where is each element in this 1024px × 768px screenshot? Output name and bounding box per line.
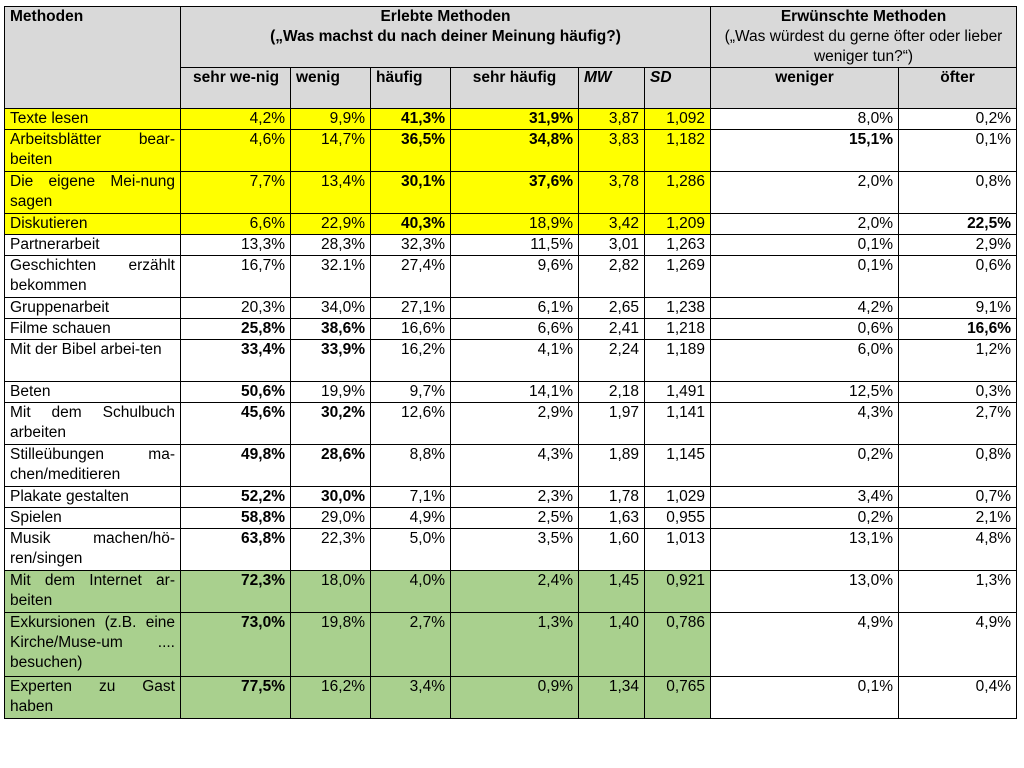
cell-sehr-haeufig: 0,9% [451,677,579,719]
cell-mw: 1,60 [579,529,645,571]
cell-wenig: 16,2% [291,677,371,719]
methods-table-container [4,6,1016,764]
row-label: Mit dem Schulbuch arbeiten [5,403,181,445]
cell-wenig: 14,7% [291,130,371,172]
cell-wenig: 33,9% [291,340,371,382]
row-label: Beten [5,382,181,403]
table-row [5,109,1017,130]
table-row [5,235,1017,256]
cell-haeufig: 32,3% [371,235,451,256]
cell-wenig: 34,0% [291,298,371,319]
row-label: Texte lesen [5,109,181,130]
cell-mw: 1,45 [579,571,645,613]
cell-wenig: 22,9% [291,214,371,235]
cell-weniger: 12,5% [711,382,899,403]
cell-oefter: 0,7% [899,487,1017,508]
cell-oefter: 22,5% [899,214,1017,235]
cell-mw: 2,41 [579,319,645,340]
col-header-haeufig: häufig [371,68,451,109]
col-header-sehr-wenig: sehr we-nig [181,68,291,109]
cell-wenig: 30,2% [291,403,371,445]
row-label: Stilleübungen ma-chen/meditieren [5,445,181,487]
cell-haeufig: 12,6% [371,403,451,445]
cell-sehr-haeufig: 2,5% [451,508,579,529]
cell-oefter: 2,9% [899,235,1017,256]
cell-wenig: 19,8% [291,613,371,677]
cell-mw: 2,65 [579,298,645,319]
cell-weniger: 6,0% [711,340,899,382]
cell-weniger: 0,1% [711,235,899,256]
cell-sehr-haeufig: 6,1% [451,298,579,319]
cell-sd: 0,765 [645,677,711,719]
cell-mw: 1,40 [579,613,645,677]
cell-sehr-wenig: 63,8% [181,529,291,571]
cell-sd: 1,189 [645,340,711,382]
cell-wenig: 38,6% [291,319,371,340]
cell-haeufig: 5,0% [371,529,451,571]
cell-weniger: 0,1% [711,677,899,719]
row-label: Filme schauen [5,319,181,340]
cell-sehr-wenig: 33,4% [181,340,291,382]
row-label: Plakate gestalten [5,487,181,508]
cell-weniger: 8,0% [711,109,899,130]
row-label: Spielen [5,508,181,529]
cell-mw: 3,42 [579,214,645,235]
cell-sehr-haeufig: 31,9% [451,109,579,130]
erlebte-title: Erlebte Methoden [380,8,511,25]
cell-sd: 1,269 [645,256,711,298]
cell-oefter: 0,4% [899,677,1017,719]
cell-weniger: 0,6% [711,319,899,340]
header-methoden: Methoden [5,7,181,109]
col-header-oefter: öfter [899,68,1017,109]
cell-sehr-wenig: 77,5% [181,677,291,719]
cell-oefter: 4,8% [899,529,1017,571]
cell-sehr-wenig: 16,7% [181,256,291,298]
table-row [5,130,1017,172]
cell-oefter: 2,7% [899,403,1017,445]
col-header-weniger: weniger [711,68,899,109]
cell-wenig: 28,3% [291,235,371,256]
cell-oefter: 0,3% [899,382,1017,403]
cell-wenig: 28,6% [291,445,371,487]
cell-wenig: 29,0% [291,508,371,529]
table-row [5,613,1017,677]
table-row [5,256,1017,298]
cell-sd: 0,955 [645,508,711,529]
cell-mw: 3,83 [579,130,645,172]
cell-oefter: 0,6% [899,256,1017,298]
cell-wenig: 9,9% [291,109,371,130]
cell-weniger: 2,0% [711,172,899,214]
cell-sd: 1,238 [645,298,711,319]
cell-oefter: 4,9% [899,613,1017,677]
cell-haeufig: 41,3% [371,109,451,130]
cell-mw: 1,34 [579,677,645,719]
table-row [5,677,1017,719]
cell-haeufig: 16,2% [371,340,451,382]
cell-sehr-haeufig: 9,6% [451,256,579,298]
table-row [5,319,1017,340]
cell-sehr-wenig: 4,6% [181,130,291,172]
row-label: Arbeitsblätter bear-beiten [5,130,181,172]
table-row [5,445,1017,487]
erwuenschte-title: Erwünschte Methoden [780,8,947,25]
cell-weniger: 3,4% [711,487,899,508]
cell-sehr-haeufig: 11,5% [451,235,579,256]
cell-oefter: 0,8% [899,445,1017,487]
cell-sd: 1,029 [645,487,711,508]
cell-haeufig: 27,1% [371,298,451,319]
cell-haeufig: 30,1% [371,172,451,214]
cell-haeufig: 40,3% [371,214,451,235]
cell-sehr-wenig: 25,8% [181,319,291,340]
table-row [5,214,1017,235]
cell-sehr-haeufig: 37,6% [451,172,579,214]
cell-mw: 3,01 [579,235,645,256]
col-header-sehr-haeufig: sehr häufig [451,68,579,109]
cell-wenig: 18,0% [291,571,371,613]
cell-weniger: 0,2% [711,508,899,529]
cell-haeufig: 2,7% [371,613,451,677]
cell-mw: 2,24 [579,340,645,382]
cell-mw: 1,63 [579,508,645,529]
cell-sehr-haeufig: 18,9% [451,214,579,235]
cell-sehr-haeufig: 1,3% [451,613,579,677]
cell-weniger: 4,9% [711,613,899,677]
cell-weniger: 2,0% [711,214,899,235]
cell-oefter: 0,1% [899,130,1017,172]
cell-sehr-haeufig: 4,3% [451,445,579,487]
table-row [5,529,1017,571]
cell-haeufig: 4,0% [371,571,451,613]
cell-weniger: 15,1% [711,130,899,172]
cell-mw: 3,87 [579,109,645,130]
cell-wenig: 32.1% [291,256,371,298]
cell-haeufig: 8,8% [371,445,451,487]
row-label: Geschichten erzählt bekommen [5,256,181,298]
row-label: Die eigene Mei-nung sagen [5,172,181,214]
cell-mw: 3,78 [579,172,645,214]
cell-mw: 1,89 [579,445,645,487]
header-erlebte-methoden [181,7,711,68]
row-label: Partnerarbeit [5,235,181,256]
row-label: Diskutieren [5,214,181,235]
erlebte-question: („Was machst du nach deiner Meinung häufig?) [270,28,621,45]
erwuenschte-question: („Was würdest du gerne öfter oder lieber weniger tun?“) [724,28,1003,65]
cell-sehr-wenig: 52,2% [181,487,291,508]
cell-oefter: 2,1% [899,508,1017,529]
cell-sehr-wenig: 7,7% [181,172,291,214]
cell-sehr-haeufig: 2,9% [451,403,579,445]
cell-sehr-haeufig: 4,1% [451,340,579,382]
row-label: Experten zu Gast haben [5,677,181,719]
cell-sd: 0,786 [645,613,711,677]
table-row [5,340,1017,382]
cell-weniger: 0,1% [711,256,899,298]
cell-sehr-wenig: 49,8% [181,445,291,487]
row-label: Mit dem Internet ar-beiten [5,571,181,613]
col-header-sd: SD [645,68,711,109]
cell-weniger: 0,2% [711,445,899,487]
cell-sd: 1,491 [645,382,711,403]
cell-sehr-wenig: 58,8% [181,508,291,529]
cell-sehr-haeufig: 34,8% [451,130,579,172]
table-row [5,382,1017,403]
cell-sehr-haeufig: 2,4% [451,571,579,613]
row-label: Gruppenarbeit [5,298,181,319]
cell-wenig: 13,4% [291,172,371,214]
cell-oefter: 0,8% [899,172,1017,214]
row-label: Mit der Bibel arbei-ten [5,340,181,382]
cell-oefter: 0,2% [899,109,1017,130]
table-row [5,571,1017,613]
col-header-mw: MW [579,68,645,109]
table-row [5,298,1017,319]
table-body [5,109,1017,719]
methods-table [4,6,1017,719]
cell-weniger: 4,2% [711,298,899,319]
cell-haeufig: 4,9% [371,508,451,529]
cell-sd: 1,182 [645,130,711,172]
cell-sehr-wenig: 20,3% [181,298,291,319]
cell-sehr-wenig: 72,3% [181,571,291,613]
cell-sd: 1,145 [645,445,711,487]
cell-sehr-wenig: 6,6% [181,214,291,235]
row-label: Exkursionen (z.B. eine Kirche/Muse-um .... besuchen) [5,613,181,677]
cell-weniger: 4,3% [711,403,899,445]
cell-mw: 2,18 [579,382,645,403]
header-erwuenschte-methoden [711,7,1017,68]
cell-mw: 2,82 [579,256,645,298]
table-row [5,487,1017,508]
cell-weniger: 13,1% [711,529,899,571]
table-row [5,172,1017,214]
cell-sd: 1,141 [645,403,711,445]
cell-haeufig: 3,4% [371,677,451,719]
cell-sehr-wenig: 50,6% [181,382,291,403]
cell-sehr-haeufig: 2,3% [451,487,579,508]
cell-wenig: 19,9% [291,382,371,403]
cell-oefter: 1,3% [899,571,1017,613]
cell-oefter: 9,1% [899,298,1017,319]
cell-sehr-wenig: 45,6% [181,403,291,445]
cell-sd: 1,013 [645,529,711,571]
cell-mw: 1,78 [579,487,645,508]
cell-sehr-wenig: 13,3% [181,235,291,256]
row-label: Musik machen/hö-ren/singen [5,529,181,571]
cell-sehr-haeufig: 6,6% [451,319,579,340]
cell-sd: 1,218 [645,319,711,340]
table-header [5,7,1017,109]
cell-sehr-haeufig: 14,1% [451,382,579,403]
cell-oefter: 1,2% [899,340,1017,382]
cell-wenig: 30,0% [291,487,371,508]
cell-sd: 0,921 [645,571,711,613]
cell-haeufig: 9,7% [371,382,451,403]
cell-haeufig: 27,4% [371,256,451,298]
table-row [5,508,1017,529]
cell-sd: 1,286 [645,172,711,214]
cell-oefter: 16,6% [899,319,1017,340]
cell-sd: 1,092 [645,109,711,130]
cell-mw: 1,97 [579,403,645,445]
cell-haeufig: 36,5% [371,130,451,172]
col-header-wenig: wenig [291,68,371,109]
table-row [5,403,1017,445]
cell-sd: 1,263 [645,235,711,256]
cell-weniger: 13,0% [711,571,899,613]
cell-sehr-haeufig: 3,5% [451,529,579,571]
cell-haeufig: 16,6% [371,319,451,340]
cell-sehr-wenig: 73,0% [181,613,291,677]
cell-sehr-wenig: 4,2% [181,109,291,130]
cell-sd: 1,209 [645,214,711,235]
cell-haeufig: 7,1% [371,487,451,508]
cell-wenig: 22,3% [291,529,371,571]
